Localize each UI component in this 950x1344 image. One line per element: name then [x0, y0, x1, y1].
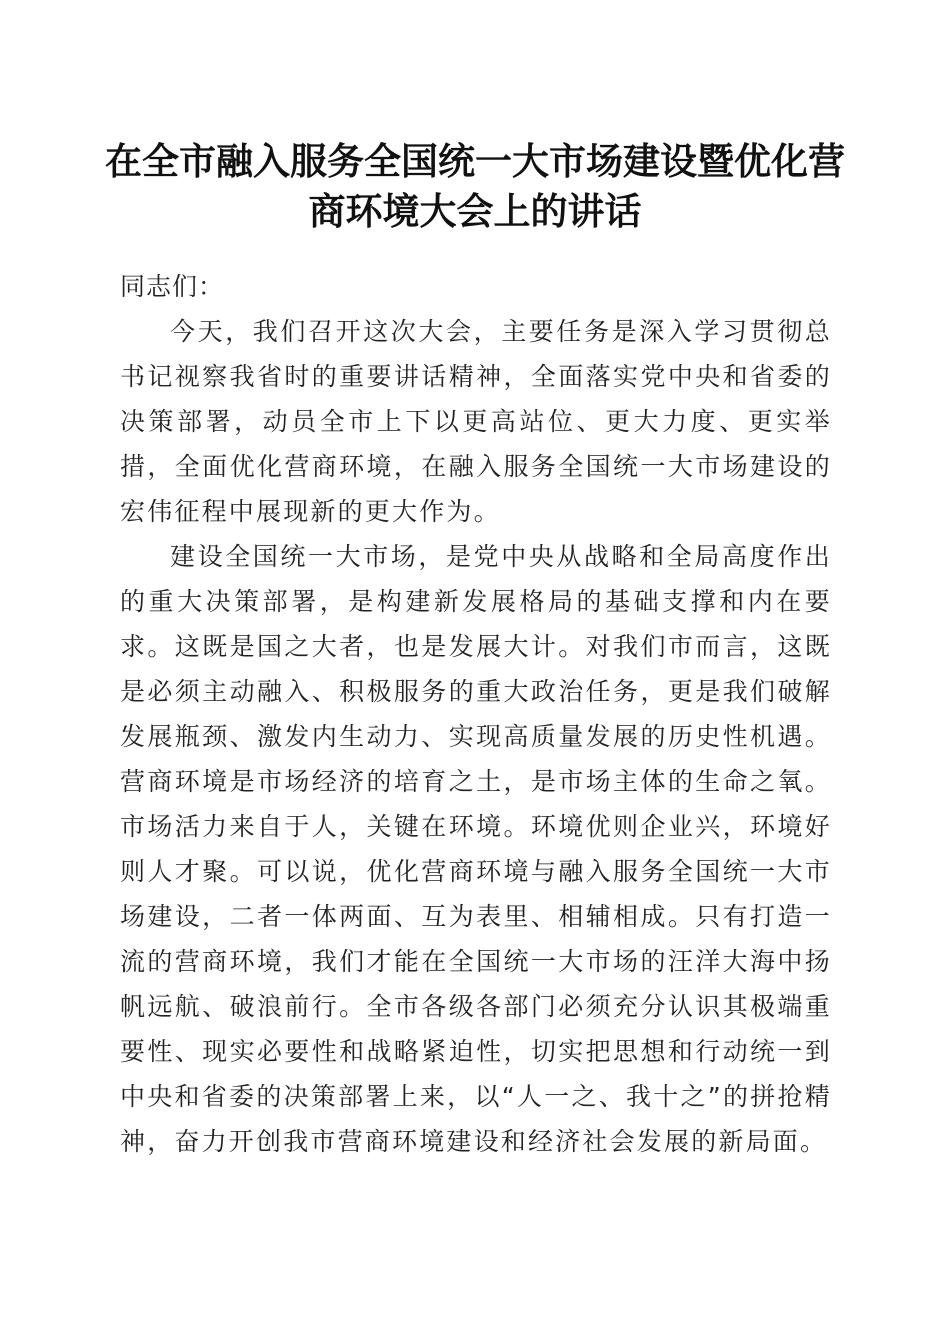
salutation: 同志们：	[120, 272, 225, 301]
title-line-1: 在全市融入服务全国统一大市场建设暨优化营	[105, 139, 845, 183]
paragraph-1: 今天，我们召开这次大会，主要任务是深入学习贯彻总书记视察我省时的重要讲话精神，全面落实党中央和省委的决策部署，动员全市上下以更高站位、更大力度、更实举措，全面优化营商环境，在融入服务全国统一大市场建设的宏伟征程中展现新的更大作为。	[120, 317, 832, 526]
paragraph-2: 建设全国统一大市场，是党中央从战略和全局高度作出的重大决策部署，是构建新发展格局的基础支撑和内在要求。这既是国之大者，也是发展大计。对我们市而言，这既是必须主动融入、积极服务的重大政治任务，更是我们破解发展瓶颈、激发内生动力、实现高质量发展的历史性机遇。营商环境是市场经济的培育之土，是市场主体的生命之氧。市场活力来自于人，关键在环境。环境优则企业兴，环境好则人才聚。可以说，优化营商环境与融入服务全国统一大市场建设，二者一体两面、互为表里、相辅相成。只有打造一流的营商环境，我们才能在全国统一大市场的汪洋大海中扬帆远航、破浪前行。全市各级各部门必须充分认识其极端重要性、现实必要性和战略紧迫性，切实把思想和行动统一到中央和省委的决策部署上来，以“人一之、我十之”的拼抢精神，奋力开创我市营商环境建设和经济社会发展的新局面。	[120, 542, 832, 1156]
document-title	[100, 136, 850, 236]
title-line-2: 商环境大会上的讲话	[308, 189, 642, 233]
document-body	[120, 256, 832, 1164]
